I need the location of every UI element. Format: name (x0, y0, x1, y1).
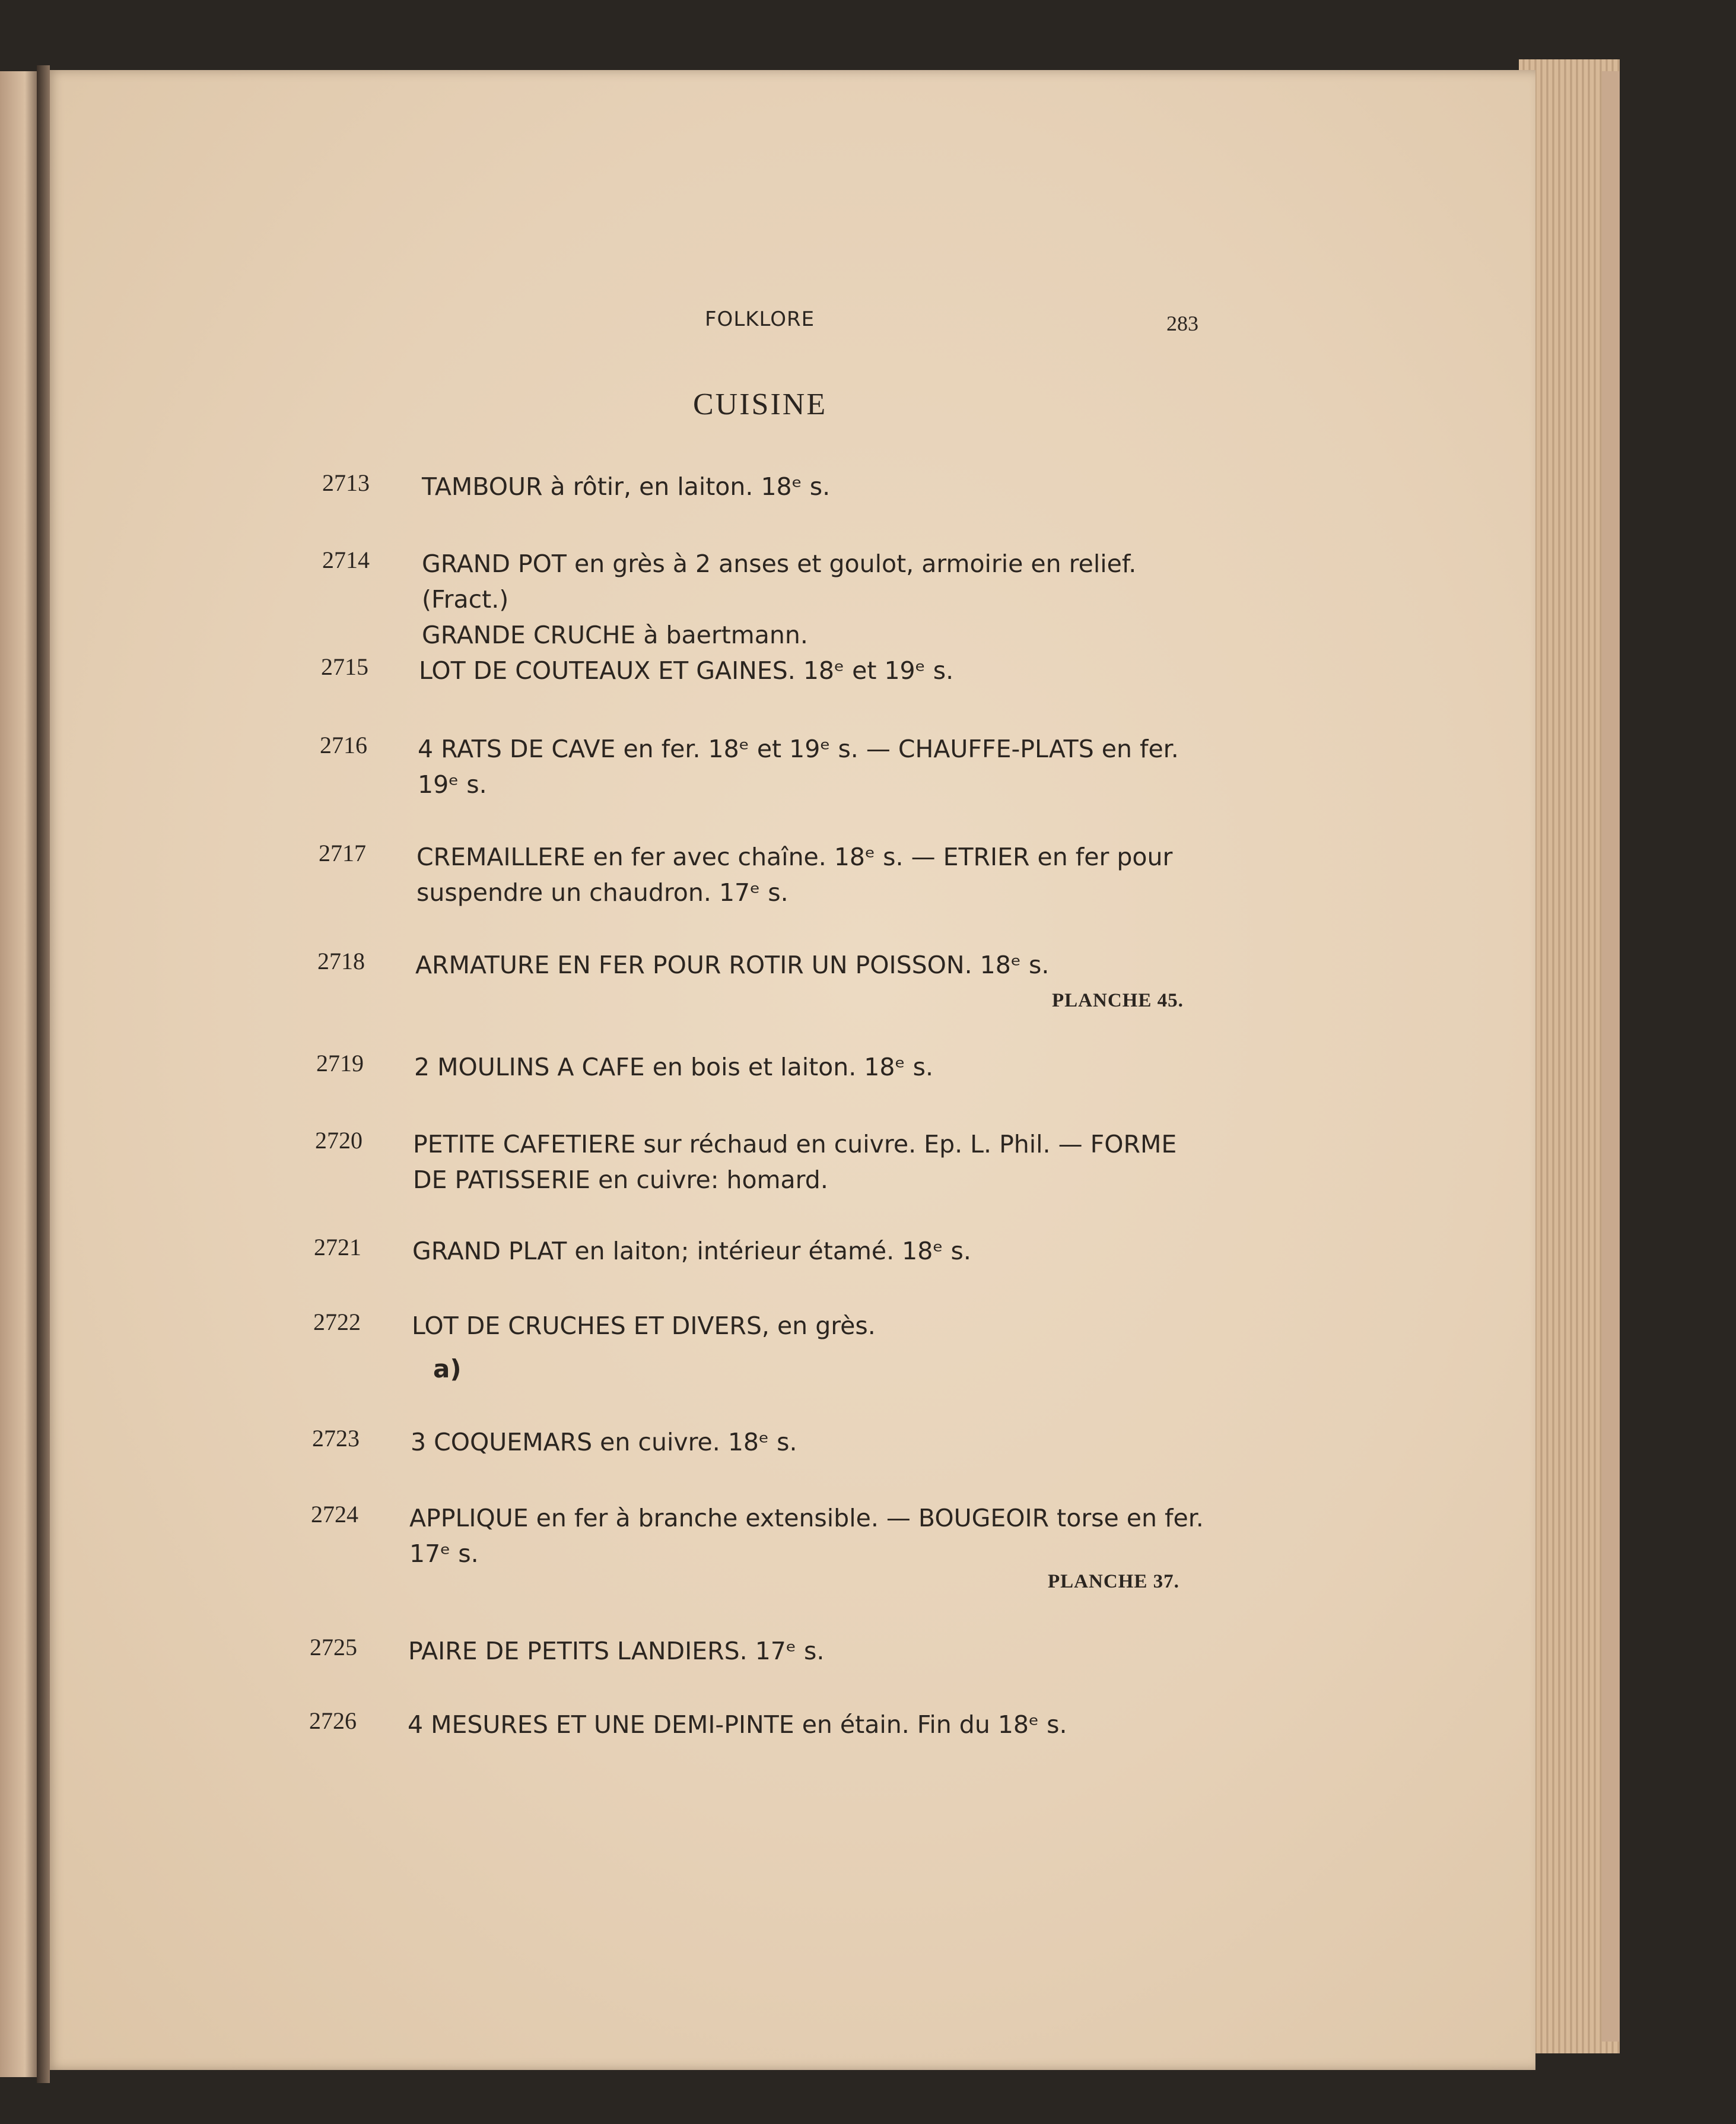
plate-reference: PLANCHE 37. (1048, 1571, 1179, 1592)
entry-number: 2720 (315, 1127, 363, 1154)
book-gutter (37, 65, 50, 2083)
entry-line: PETITE CAFETIERE sur réchaud en cuivre. Ep. L. Phil. — FORME (413, 1130, 1177, 1158)
entry-line: GRANDE CRUCHE à baertmann. (422, 621, 808, 649)
entry-number: 2713 (322, 469, 370, 496)
entry-number: 2716 (320, 732, 367, 758)
entry-line: DE PATISSERIE en cuivre: homard. (413, 1166, 828, 1194)
section-title: CUISINE (693, 388, 828, 421)
entry-line: suspendre un chaudron. 17ᵉ s. (416, 878, 788, 907)
plate-reference: PLANCHE 45. (1052, 990, 1184, 1011)
entry-line: 3 COQUEMARS en cuivre. 18ᵉ s. (411, 1428, 797, 1456)
entry-description (412, 1308, 1219, 1344)
entry-description (412, 1233, 1219, 1269)
cover-edge (1602, 71, 1620, 2042)
entry-number: 2725 (310, 1634, 357, 1661)
entry-number: 2722 (313, 1309, 361, 1335)
entry-description (422, 546, 1229, 653)
entry-line: 17ᵉ s. (409, 1539, 479, 1568)
entry-description (408, 1707, 1214, 1742)
entry-line: GRAND PLAT en laiton; intérieur étamé. 18ᵉ s. (412, 1237, 971, 1265)
entry-number: 2714 (322, 547, 370, 573)
entry-description (414, 1049, 1221, 1085)
entry-description (413, 1126, 1220, 1198)
entry-description (416, 839, 1223, 910)
entry-line: 2 MOULINS A CAFE en bois et laiton. 18ᵉ s. (414, 1053, 933, 1081)
entry-description (422, 469, 1229, 504)
subnote-label: a) (433, 1354, 462, 1383)
page-number: 283 (1166, 312, 1198, 335)
entry-line: 19ᵉ s. (418, 770, 487, 799)
running-head: FOLKLORE (705, 307, 815, 331)
entry-number: 2723 (312, 1425, 360, 1452)
entry-description (408, 1633, 1215, 1669)
entry-description (409, 1500, 1216, 1571)
left-page-edge (0, 71, 42, 2077)
entry-number: 2721 (314, 1234, 361, 1261)
entry-line: 4 RATS DE CAVE en fer. 18ᵉ et 19ᵉ s. — CHAUFFE-PLATS en fer. (418, 735, 1179, 763)
entry-number: 2717 (319, 840, 366, 866)
entry-number: 2719 (316, 1050, 364, 1077)
entry-line: CREMAILLERE en fer avec chaîne. 18ᵉ s. — ETRIER en fer pour (416, 843, 1173, 871)
entry-line: ARMATURE EN FER POUR ROTIR UN POISSON. 18ᵉ s. (415, 951, 1050, 979)
entry-line: LOT DE COUTEAUX ET GAINES. 18ᵉ et 19ᵉ s. (419, 656, 954, 685)
entry-line: LOT DE CRUCHES ET DIVERS, en grès. (412, 1312, 876, 1340)
entry-description (415, 947, 1222, 983)
entry-number: 2726 (309, 1707, 357, 1734)
entry-line: TAMBOUR à rôtir, en laiton. 18ᵉ s. (422, 472, 831, 501)
entry-description (411, 1424, 1217, 1460)
entry-description (419, 653, 1226, 688)
entry-number: 2724 (311, 1501, 358, 1528)
entry-number: 2715 (321, 653, 368, 680)
entry-line: 4 MESURES ET UNE DEMI-PINTE en étain. Fin du 18ᵉ s. (408, 1710, 1067, 1739)
entry-description (418, 731, 1225, 802)
entry-line: PAIRE DE PETITS LANDIERS. 17ᵉ s. (408, 1637, 825, 1665)
entry-line: APPLIQUE en fer à branche extensible. — BOUGEOIR torse en fer. (409, 1504, 1204, 1532)
entry-line: GRAND POT en grès à 2 anses et goulot, armoirie en relief. (Fract.) (422, 550, 1137, 614)
entry-number: 2718 (317, 948, 365, 974)
